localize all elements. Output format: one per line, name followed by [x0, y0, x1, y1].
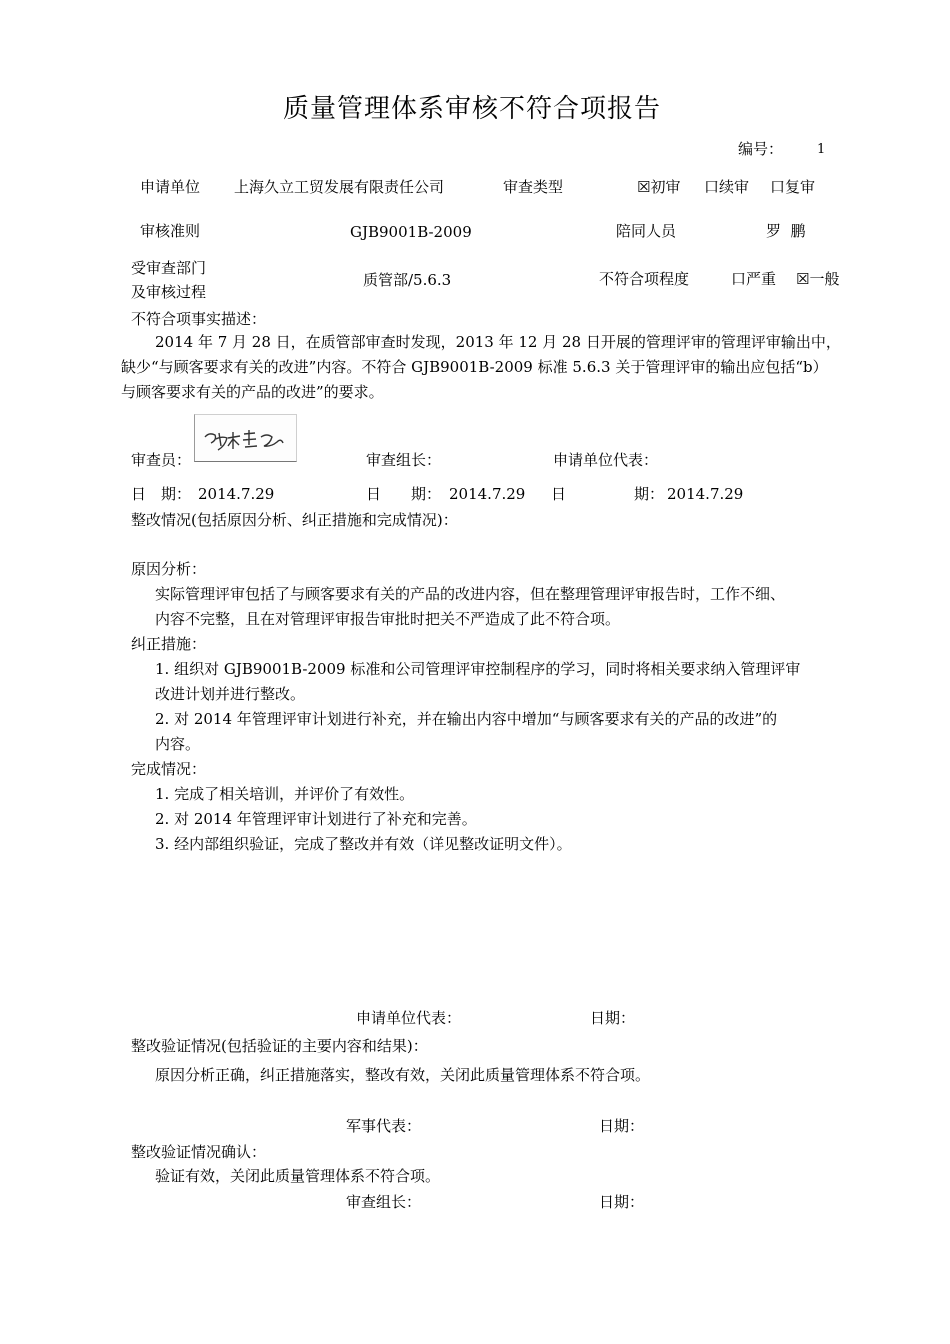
action-item: 改进计划并进行整改。 — [155, 685, 306, 703]
confirmation-label: 整改验证情况确认： — [131, 1143, 267, 1161]
dept-value: 质管部/5.6.3 — [363, 271, 452, 289]
action-label: 纠正措施： — [131, 635, 207, 653]
leader-label: 审查组长： — [366, 451, 442, 469]
review-type-recheck[interactable]: 口复审 — [770, 178, 816, 196]
rectification-label: 整改情况(包括原因分析、纠正措施和完成情况)： — [131, 511, 458, 529]
date-label: 日期： — [599, 1193, 645, 1211]
date-value: 2014.7.29 — [449, 485, 526, 503]
accompany-label: 陪同人员 — [616, 222, 677, 240]
date-label: 日期： — [599, 1117, 645, 1135]
reviewer-label: 审查员： — [131, 451, 192, 469]
checkbox-unchecked-icon: 口 — [731, 270, 747, 288]
signature-image — [194, 414, 297, 462]
confirmation-text: 验证有效，关闭此质量管理体系不符合项。 — [155, 1167, 441, 1185]
date-label: 日 期： — [366, 485, 442, 503]
verification-text: 原因分析正确，纠正措施落实，整改有效，关闭此质量管理体系不符合项。 — [155, 1066, 651, 1084]
completion-item: 2. 对 2014 年管理评审计划进行了补充和完善。 — [155, 810, 477, 828]
page-title: 质量管理体系审核不符合项报告 — [283, 94, 662, 124]
checkbox-unchecked-icon: 口 — [770, 178, 786, 196]
applicant-unit-label: 申请单位 — [140, 178, 201, 196]
review-type-label: 审查类型 — [503, 178, 564, 196]
review-type-initial[interactable]: ☒初审 — [637, 178, 681, 196]
checkbox-unchecked-icon: 口 — [704, 178, 720, 196]
date-label: 日 — [551, 485, 567, 503]
date-label: 期： — [634, 485, 665, 503]
completion-item: 3. 经内部组织验证，完成了整改并有效（详见整改证明文件）。 — [155, 835, 572, 853]
military-rep-label: 军事代表： — [346, 1117, 422, 1135]
completion-item: 1. 完成了相关培训，并评价了有效性。 — [155, 785, 415, 803]
review-type-renewal[interactable]: 口续审 — [704, 178, 750, 196]
criteria-value: GJB9001B-2009 — [350, 223, 472, 241]
dept-label-line1: 受审查部门 — [131, 259, 207, 277]
severity-label: 不符合项程度 — [599, 270, 690, 288]
date-value: 2014.7.29 — [667, 485, 744, 503]
date-value: 2014.7.29 — [198, 485, 275, 503]
date-label: 日 期： — [131, 485, 192, 503]
cause-text: 实际管理评审包括了与顾客要求有关的产品的改进内容，但在整理管理评审报告时，工作不细、 — [155, 585, 786, 603]
severity-general[interactable]: ☒一般 — [796, 270, 840, 288]
description-label: 不符合项事实描述： — [131, 310, 267, 328]
description-line: 与顾客要求有关的产品的改进”的要求。 — [121, 383, 384, 401]
action-item: 1. 组织对 GJB9001B-2009 标准和公司管理评审控制程序的学习，同时将相关要求纳入管理评审 — [155, 660, 801, 678]
action-item: 内容。 — [155, 735, 201, 753]
action-item: 2. 对 2014 年管理评审计划进行补充，并在输出内容中增加“与顾客要求有关的产品的改进”的 — [155, 710, 778, 728]
date-label: 日期： — [590, 1009, 636, 1027]
cause-text: 内容不完整，且在对管理评审报告审批时把关不严造成了此不符合项。 — [155, 610, 621, 628]
applicant-rep-label: 申请单位代表： — [356, 1009, 462, 1027]
description-line: 2014 年 7 月 28 日，在质管部审查时发现，2013 年 12 月 28 日开展的管理评审的管理评审输出中， — [155, 333, 841, 351]
completion-label: 完成情况： — [131, 760, 207, 778]
leader-label: 审查组长： — [346, 1193, 422, 1211]
severity-serious[interactable]: 口严重 — [731, 270, 777, 288]
accompany-value: 罗 鹏 — [766, 222, 806, 240]
applicant-unit-value: 上海久立工贸发展有限责任公司 — [234, 178, 445, 196]
dept-label-line2: 及审核过程 — [131, 283, 207, 301]
criteria-label: 审核准则 — [140, 222, 201, 240]
checkbox-checked-icon: ☒ — [637, 178, 651, 196]
description-line: 缺少“与顾客要求有关的改进”内容。不符合 GJB9001B-2009 标准 5.6.3 关于管理评审的输出应包括“b） — [121, 358, 828, 376]
cause-label: 原因分析： — [131, 560, 207, 578]
checkbox-checked-icon: ☒ — [796, 270, 810, 288]
applicant-rep-label: 申请单位代表： — [553, 451, 659, 469]
number-value: 1 — [817, 142, 826, 157]
number-label: 编号： — [738, 140, 784, 158]
verification-label: 整改验证情况(包括验证的主要内容和结果)： — [131, 1037, 428, 1055]
